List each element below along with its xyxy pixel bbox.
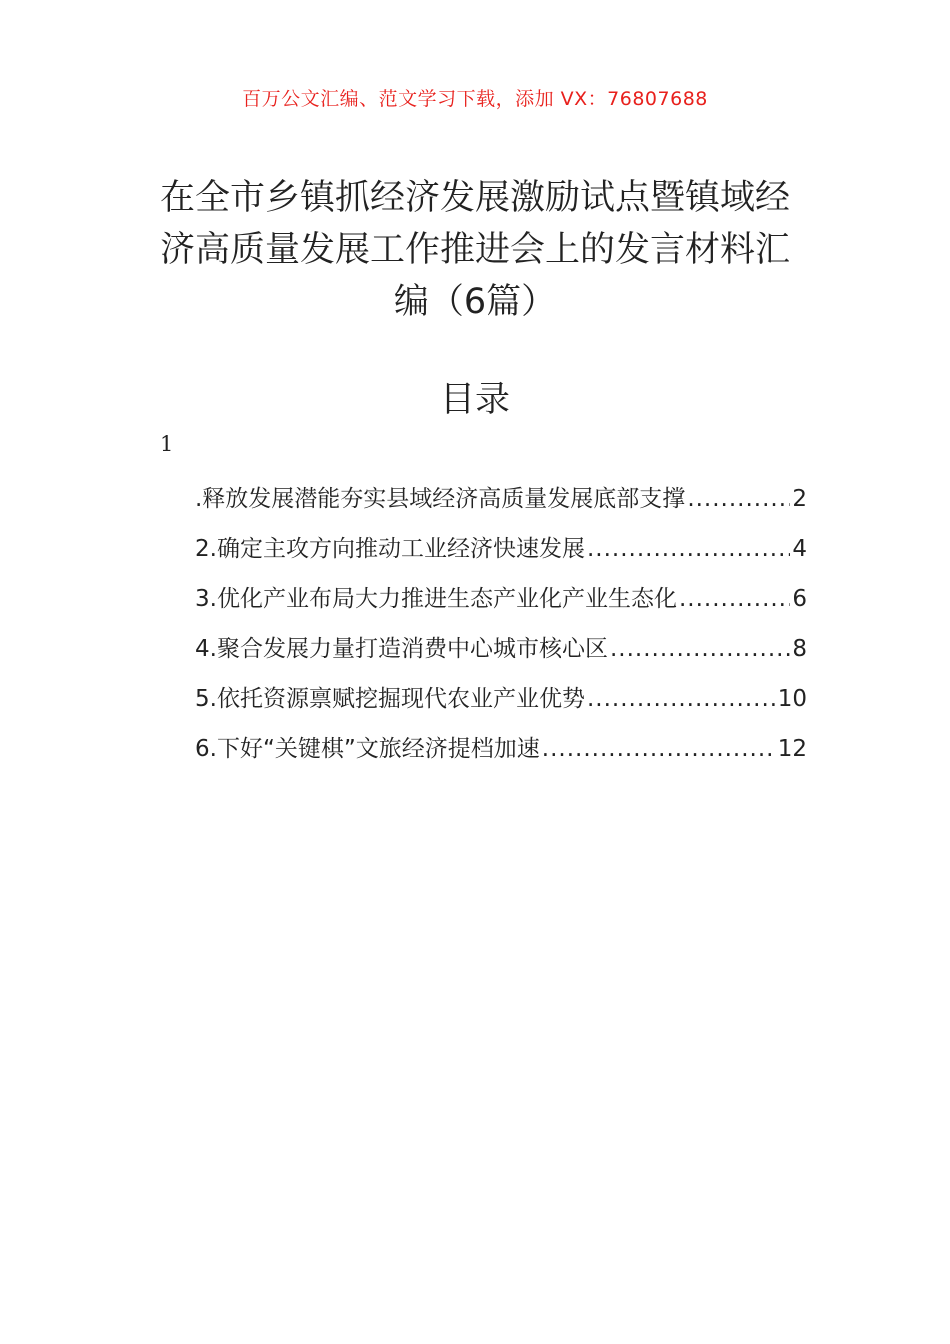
toc-entry[interactable] (195, 674, 807, 724)
toc-entry-text: .释放发展潜能夯实县域经济高质量发展底部支撑 (195, 486, 686, 512)
toc-page-number: 8 (792, 636, 807, 662)
table-of-contents (195, 474, 807, 774)
toc-entry-text: 6.下好“关键棋”文旅经济提档加速 (195, 736, 540, 762)
toc-entry[interactable] (195, 624, 807, 674)
toc-dot-leader (679, 574, 790, 624)
toc-dot-leader (587, 524, 790, 574)
toc-entry-text: 5.依托资源禀赋挖掘现代农业产业优势 (195, 686, 585, 712)
toc-dot-leader (610, 624, 790, 674)
promo-banner: 百万公文汇编、范文学习下载，添加 VX：76807688 (242, 88, 708, 110)
toc-page-number: 6 (792, 586, 807, 612)
toc-dot-leader (687, 474, 790, 524)
toc-entry[interactable] (195, 474, 807, 524)
toc-entry[interactable] (195, 724, 807, 774)
toc-dot-leader (542, 724, 776, 774)
toc-entry-text: 3.优化产业布局大力推进生态产业化产业生态化 (195, 586, 677, 612)
toc-entry-text: 4.聚合发展力量打造消费中心城市核心区 (195, 636, 608, 662)
toc-page-number: 2 (792, 486, 807, 512)
stray-list-number: 1 (160, 432, 174, 456)
toc-page-number: 12 (777, 736, 807, 762)
toc-heading: 目录 (439, 380, 510, 420)
toc-entry[interactable] (195, 524, 807, 574)
toc-page-number: 10 (777, 686, 807, 712)
toc-entry-text: 2.确定主攻方向推动工业经济快速发展 (195, 536, 585, 562)
toc-page-number: 4 (792, 536, 807, 562)
toc-dot-leader (587, 674, 776, 724)
toc-entry[interactable] (195, 574, 807, 624)
document-title: 在全市乡镇抓经济发展激励试点暨镇域经济高质量发展工作推进会上的发言材料汇编（6篇） (159, 178, 790, 322)
